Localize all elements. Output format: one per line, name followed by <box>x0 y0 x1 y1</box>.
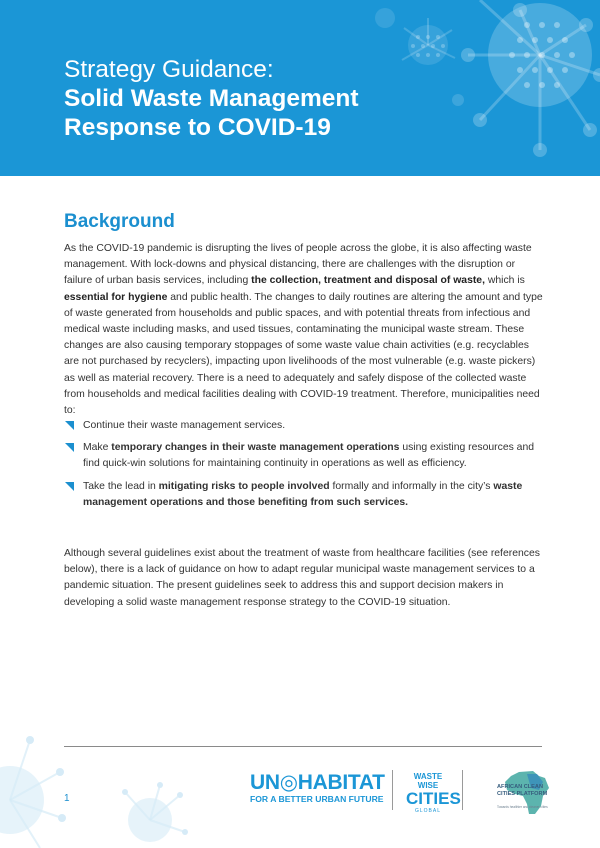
bullet-item <box>64 418 544 434</box>
triangle-bullet-icon <box>65 443 74 452</box>
un-habitat-name: UN◎HABITAT <box>250 771 385 794</box>
section-heading: Background <box>64 211 175 232</box>
wwc-main-text: CITIES <box>406 789 461 808</box>
closing-paragraph: Although several guidelines exist about the treatment of waste from healthcare facilities (see references below), there is a lack of guidance on how to adapt regular municipal waste management services to a pandemic situation. The present guidelines seek to address this and support decision makers in developing a solid waste management response strategy to the COVID-19 situation. <box>64 548 540 608</box>
bullet-bold-run: mitigating risks to people involved <box>158 480 330 492</box>
bullet-item <box>64 479 544 511</box>
wwc-top-text: WASTE WISE <box>413 772 443 790</box>
triangle-bullet-icon <box>65 482 74 491</box>
bullet-text-run: Make <box>83 442 112 454</box>
triangle-bullet-icon <box>65 421 74 430</box>
intro-paragraph <box>64 241 544 419</box>
logo-separator <box>392 770 393 810</box>
footer-divider <box>64 746 542 747</box>
header-banner <box>0 0 600 176</box>
bullet-list <box>64 418 544 517</box>
acc-tagline: Towards healthier and cleaner cities <box>497 805 548 809</box>
bullet-bold-run: temporary changes in their waste management operations <box>111 442 400 454</box>
intro-bold-run: essential for hygiene <box>64 291 168 303</box>
title-line-3: Response to COVID-19 <box>64 114 331 141</box>
bullet-bold-run: waste management operations and those benefiting from such services. <box>83 480 523 508</box>
bullet-item <box>64 440 544 472</box>
intro-text-run: which is <box>484 275 525 287</box>
intro-text-run: As the COVID-19 pandemic is disrupting the lives of people across the globe, it is also affecting waste management. With lock-downs and physical distancing, there are challenges with the disruption or failure of urban basis services, including <box>64 243 532 287</box>
un-habitat-tagline: FOR A BETTER URBAN FUTURE <box>250 794 384 804</box>
bullet-text-run: using existing resources and find quick-win solutions for maintaining continuity in operations as well as efficiency. <box>83 442 535 470</box>
virus-faint-icon <box>0 700 200 848</box>
logo-separator <box>462 770 463 810</box>
title-line-2: Solid Waste Management <box>64 85 359 112</box>
wwc-bottom-text: GLOBAL <box>414 808 441 814</box>
acc-name: AFRICAN CLEAN CITIES PLATFORM <box>497 784 548 797</box>
un-habitat-logo <box>250 772 385 805</box>
bullet-text-run: formally and informally in the city’s <box>329 480 494 492</box>
intro-text-run: and public health. The changes to daily routines are altering the amount and type of waste generated from households and public spaces, and with potential threats from infectious and medical waste including masks, and used tissues, contaminating the municipal waste stream. These changes are also causing temporary stoppages of some waste value chain activities (e.g. recyclables are not purchased by recyclers), impacting upon livelihoods of the most vulnerable (e.g. waste pickers) as well as material recovery. There is a need to adequately and safely dispose of the collected waste from households and medical facilities dealing with COVID-19 treatment. Therefore, municipalities need to: <box>64 291 543 417</box>
intro-bold-run: the collection, treatment and disposal of waste, <box>251 275 485 287</box>
bullet-text-run: Continue their waste management services. <box>83 420 286 431</box>
waste-wise-cities-logo <box>406 772 461 815</box>
page-number: 1 <box>64 793 70 804</box>
title-line-1: Strategy Guidance: <box>64 56 274 83</box>
page-title <box>64 55 359 142</box>
bullet-text-run: Take the lead in <box>83 480 159 492</box>
